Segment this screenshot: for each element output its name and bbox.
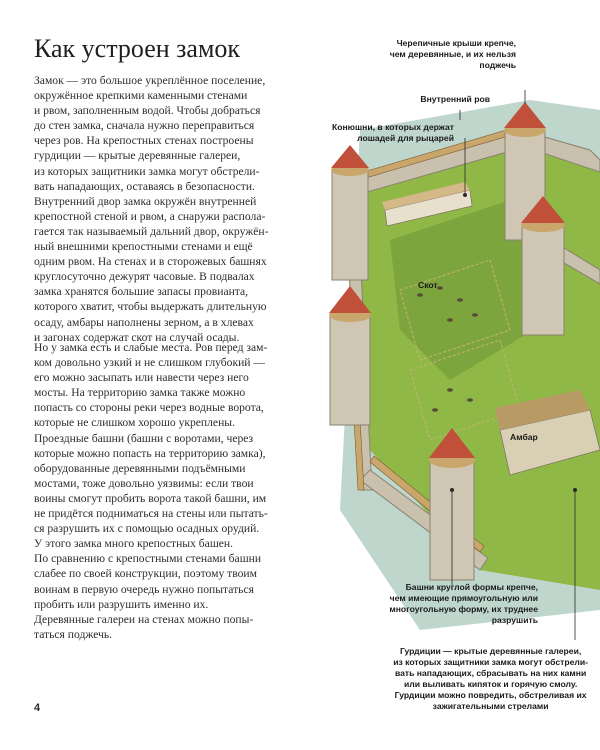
text-line: и рвом, заполненным водой. Чтобы добраться <box>34 104 261 118</box>
callout-line: из которых защитники замка могут обстрели- <box>393 657 588 667</box>
text-line: которые можно попасть на территорию замка), <box>34 446 266 460</box>
callout-hoardings <box>393 646 588 712</box>
callout-barn: Амбар <box>510 432 538 442</box>
castle-illustration <box>300 90 600 660</box>
tower-4 <box>329 286 371 425</box>
text-line: Деревянные галереи на стенах можно попы- <box>34 612 254 626</box>
callout-line: зажигательными стрелами <box>432 701 549 711</box>
body-paragraph-2 <box>34 340 302 642</box>
text-line: которые не слишком хорошо укреплены. <box>34 416 235 430</box>
text-line: Замок — это большое укреплённое поселение, <box>34 74 266 87</box>
callout-round-towers <box>389 582 538 626</box>
text-line: замка хранятся большие запасы провианта, <box>34 285 249 299</box>
text-line: его можно засыпать или навести через него <box>34 371 249 385</box>
text-line: таться поджечь. <box>34 627 113 641</box>
text-line: воинам в первую очередь нужно попытаться <box>34 582 254 596</box>
callout-line: Конюшни, в которых держат <box>332 122 454 132</box>
callout-line: или выливать кипяток и горячую смолу. <box>403 679 578 689</box>
text-line: гурдиции — крытые деревянные галереи, <box>34 149 241 163</box>
callout-stables <box>332 122 454 144</box>
text-line: до стен замка, сначала нужно переправиться <box>34 119 255 133</box>
text-line: которого хватит, чтобы выдержать длительную <box>34 300 267 314</box>
tower-1 <box>331 145 369 280</box>
text-line: одним рвом. На стенах и в сторожевых башнях <box>34 255 267 269</box>
page-number: 4 <box>34 702 41 714</box>
text-line: Проездные башни (башни с воротами, через <box>34 431 254 445</box>
callout-line: чем деревянные, и их нельзя <box>389 49 516 59</box>
text-line: через ров. На крепостных стенах построены <box>34 134 254 148</box>
body-paragraph-1 <box>34 73 302 345</box>
callout-roofs <box>390 38 516 71</box>
callout-line: Гурдиции можно повредить, обстреливая их <box>394 690 587 700</box>
callout-inner-moat <box>420 94 490 105</box>
callout-line: разрушить <box>491 615 538 625</box>
text-line: круглосуточно дежурят часовые. В подвалах <box>34 270 255 284</box>
callout-line: чем имеющие прямоугольную или <box>389 593 538 603</box>
callout-line: Башни круглой формы крепче, <box>405 582 538 592</box>
text-line: из которых защитники замка могут обстрели- <box>34 164 260 178</box>
text-line: ный внешними крепостными стенами и ещё <box>34 240 253 254</box>
text-line: Внутренний двор замка окружён внутренней <box>34 194 257 208</box>
text-line: оборудованные деревянными подъёмными <box>34 461 246 475</box>
text-line: слабее по своей конструкции, поэтому твоим <box>34 567 257 581</box>
callout-line: лошадей для рыцарей <box>357 133 454 143</box>
text-line: гается так называемый дальний двор, окружён- <box>34 224 269 238</box>
text-line: и загонах содержат скот на случай осады. <box>34 330 240 344</box>
text-line: вать нападающих, оставаясь в безопасности. <box>34 179 255 193</box>
text-line: попасть со стороны реки через водные ворота, <box>34 401 264 415</box>
text-line: крепостной стеной и рвом, а снаружи распола- <box>34 209 266 223</box>
callout-line: Внутренний ров <box>420 94 490 104</box>
text-line: мостами, тоже довольно уязвимы: если твои <box>34 476 254 490</box>
text-line: Но у замка есть и слабые места. Ров перед зам- <box>34 341 268 354</box>
callout-line: многоугольную форму, их труднее <box>389 604 538 614</box>
callout-cattle: Скот <box>418 280 438 290</box>
text-line: По сравнению с крепостными стенами башни <box>34 552 262 566</box>
text-line: не придётся подниматься на стены или пытать- <box>34 507 268 521</box>
text-line: мосты. На территорию замка также можно <box>34 386 246 400</box>
text-line: осаду, амбары наполнены зерном, а в хлевах <box>34 315 254 329</box>
callout-line: Черепичные крыши крепче, <box>396 38 516 48</box>
text-line: пробить или разрушить именно их. <box>34 597 209 611</box>
callout-line: вать нападающих, сбрасывать на них камни <box>394 668 587 678</box>
text-line: окружённое крепкими каменными стенами <box>34 89 248 103</box>
tower-3 <box>521 196 565 335</box>
page-title: Как устроен замок <box>34 34 241 63</box>
callout-line: Гурдиции — крытые деревянные галереи, <box>399 646 582 656</box>
text-line: ся разрушить их с помощью осадных орудий. <box>34 522 260 536</box>
text-line: ком довольно узкий и не слишком глубокий — <box>34 356 265 370</box>
text-line: У этого замка много крепостных башен. <box>34 537 234 551</box>
text-line: воины смогут пробить ворота такой башни, им <box>34 491 267 505</box>
callout-line: поджечь <box>479 60 516 70</box>
